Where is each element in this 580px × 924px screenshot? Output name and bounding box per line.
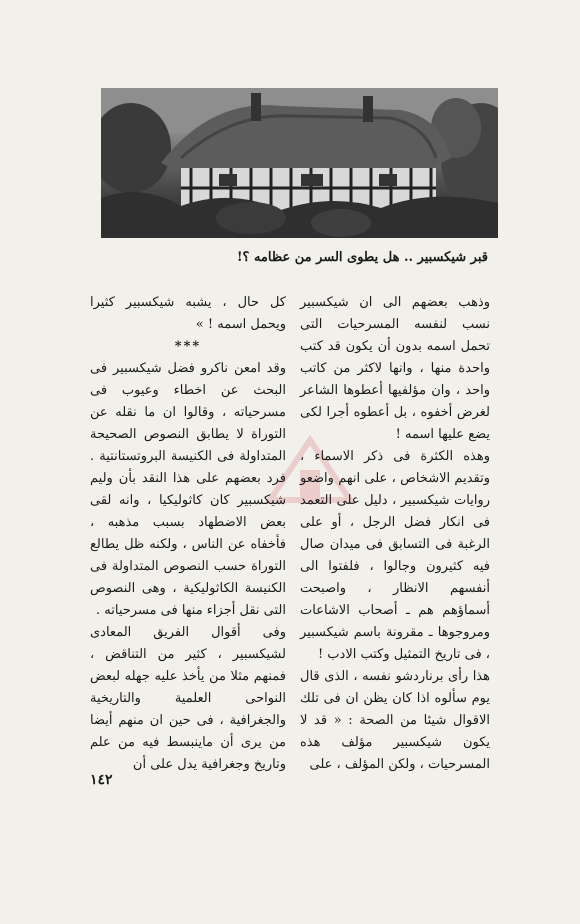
page-number: ١٤٢ [90,772,113,788]
text-column-left [90,292,286,776]
paragraph: وهذه الكثرة فى ذكر الاسماء ، وتقديم الاشخاص ، على انهم واضعو روايات شيكسبير ، دليل على التعمد فى انكار فضل الرجل ، أو على الرغبة فى التسابق فى ميدان صال فيه كثيرون وجالوا ، فلفتوا الى أنفسهم الانظار ، واصبحت أسماؤهم هم ـ أصحاب الاشاعات ومروجوها ـ مقرونة باسم شيكسبير ، فى تاريخ التمثيل وكتب الادب ! [300,449,490,662]
photo-caption: قبر شيكسبير .. هل يطوى السر من عظامه ؟! [236,250,488,265]
cottage-photo-icon [101,88,498,238]
paragraph: وذهب بعضهم الى ان شيكسبير نسب لنفسه المسرحيات التى تحمل اسمه بدون أن يكون قد كتب واحدة منها ، وانها لاكثر من كاتب واحد ، وان مؤلفيها أعطوها الشاعر لغرض أخفوه ، بل أعطوه أجرا لكى يضع عليها اسمه ! [300,295,490,442]
paragraph: وقد امعن ناكرو فضل شيكسبير فى البحث عن اخطاء وعيوب فى مسرحياته ، وقالوا ان ما نقله عن التوراة لا يطابق النصوص الصحيحة المتداولة فى الكنيسة البروتستانتية . فرد بعضهم على هذا النقد بأن وليم شيكسبير كان كاثوليكيا ، وانه لقى بعض الاضطهاد بسبب مذهبه ، فأخفاه عن الناس ، ولكنه ظل يطالع التوراة حسب النصوص المتداولة فى الكنيسة الكاثوليكية ، وهى النصوص التى نقل أجزاء منها فى مسرحياته . [90,361,286,618]
paragraph: هذا رأى برناردشو نفسه ، الذى قال يوم سألوه اذا كان يظن ان فى تلك الاقوال شيئا من الصحة : « قد لا يكون شيكسبير مؤلف هذه المسرحيات ، ولكن المؤلف ، على [300,669,490,772]
paragraph: كل حال ، يشبه شيكسبير كثيرا ويحمل اسمه ! » [90,295,286,332]
text-column-right [300,292,490,776]
cottage-photo [101,88,498,238]
paragraph: وفى أقوال الفريق المعادى لشيكسبير ، كثير من التناقض ، فمنهم مثلا من يأخذ عليه جهله لبعض النواحى العلمية والتاريخية والجغرافية ، فى حين ان منهم أيضا من يرى أن ماينبسط فيه من علم وتاريخ وجغرافية يدل على أن [90,625,286,772]
section-separator: *** [174,339,202,354]
